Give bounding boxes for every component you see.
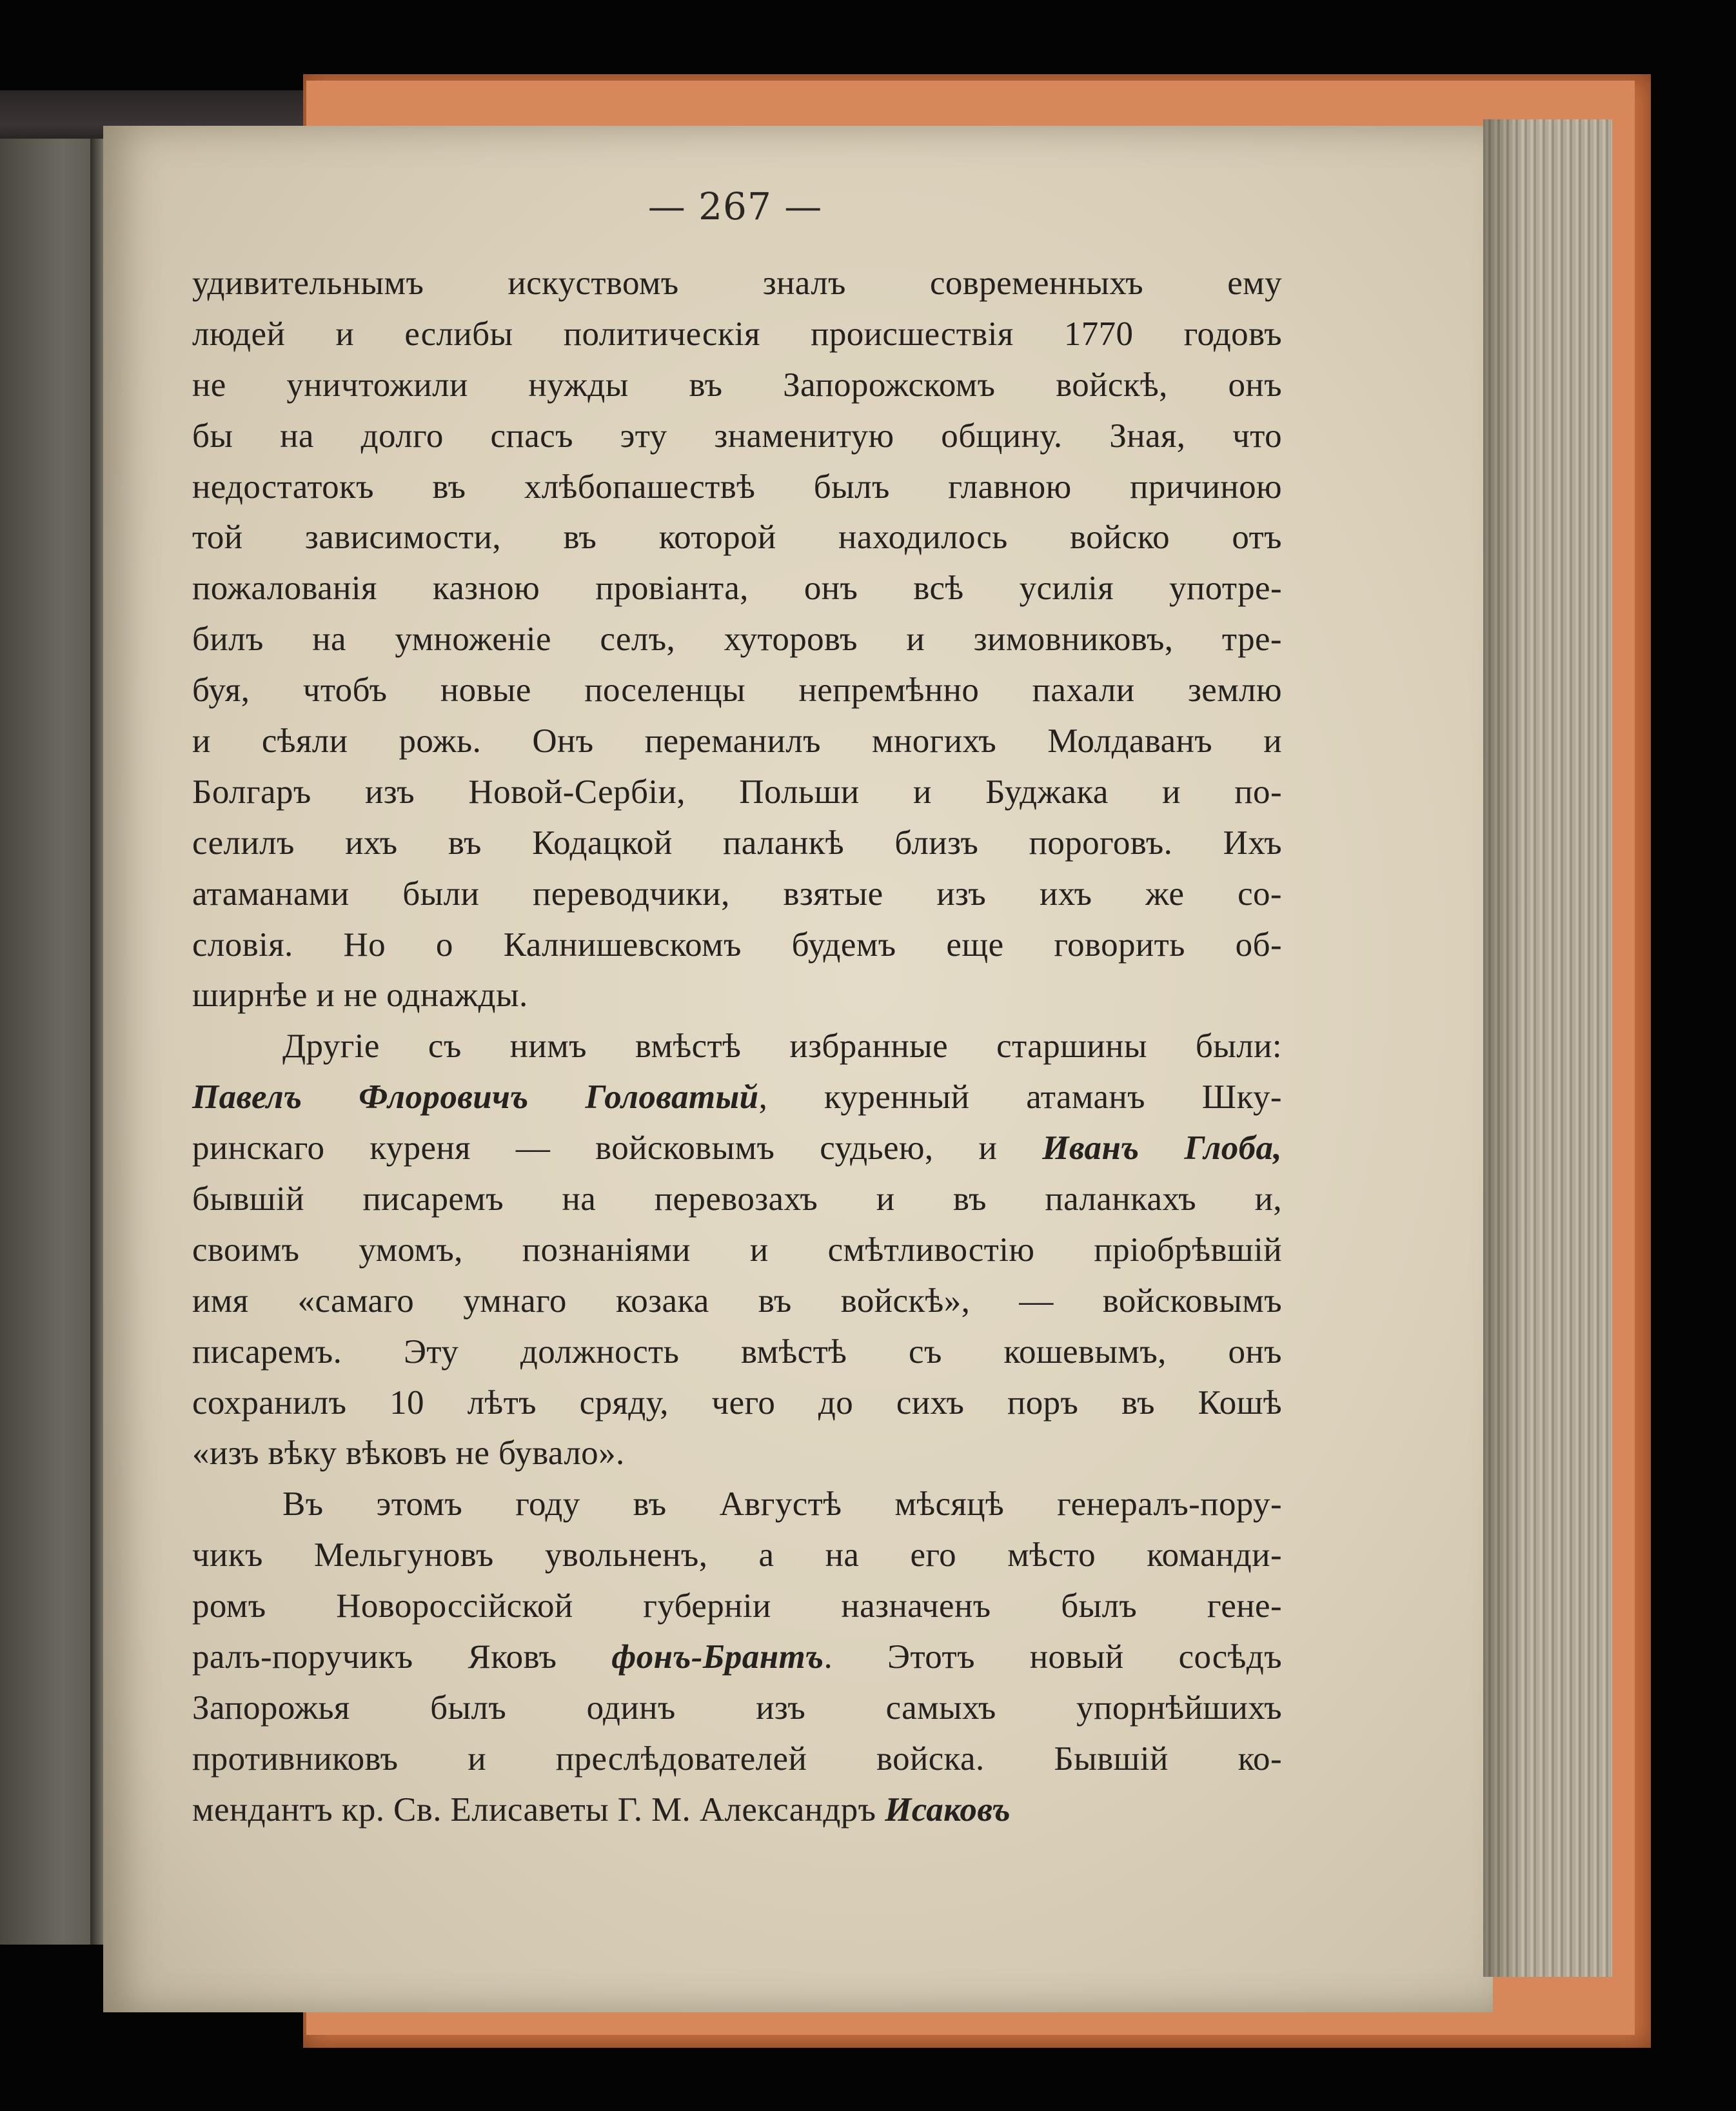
text-line	[192, 1174, 1282, 1225]
text-segment: людей и еслибы политическія происшествія 1770 годовъ	[192, 315, 1282, 353]
text-block	[192, 258, 1282, 1836]
text-segment: бывшій писаремъ на перевозахъ и въ паланкахъ и,	[192, 1180, 1282, 1218]
paragraph	[192, 258, 1282, 1021]
text-segment: Болгаръ изъ Новой-Сербіи, Польши и Буджака и по-	[192, 773, 1282, 811]
text-segment: ширнѣе и не однажды.	[192, 976, 528, 1015]
text-segment: не уничтожили нужды въ Запорожскомъ войскѣ, онъ	[192, 366, 1282, 404]
book-page-edges-shade	[1483, 119, 1522, 1977]
text-line	[192, 1072, 1282, 1123]
text-segment: противниковъ и преслѣдователей войска. Бывшій ко-	[192, 1739, 1282, 1778]
text-line	[192, 818, 1282, 869]
text-line	[192, 970, 1282, 1021]
text-segment: имя «самаго умнаго козака въ войскѣ», — войсковымъ	[192, 1282, 1282, 1320]
text-line	[192, 614, 1282, 665]
text-line	[192, 1581, 1282, 1632]
text-line	[192, 1530, 1282, 1581]
text-line	[192, 1428, 1282, 1479]
text-segment: чикъ Мельгуновъ увольненъ, а на его мѣсто команди-	[192, 1536, 1282, 1574]
text-line	[192, 360, 1282, 411]
italic-name: Павелъ Флоровичъ Головатый	[192, 1078, 759, 1116]
text-segment: удивительнымъ искуствомъ зналъ современныхъ ему	[192, 264, 1282, 302]
text-segment: недостатокъ въ хлѣбопашествѣ былъ главною причиною	[192, 468, 1282, 506]
text-segment: Въ этомъ году въ Августѣ мѣсяцѣ генералъ-пору-	[282, 1485, 1282, 1523]
page-number: — 267 —	[647, 184, 823, 228]
text-line	[192, 869, 1282, 920]
paragraph	[192, 1021, 1282, 1479]
text-line	[192, 512, 1282, 563]
text-segment: «изъ вѣку вѣковъ не бувало».	[192, 1434, 625, 1472]
text-line	[192, 1123, 1282, 1174]
text-segment: словія. Но о Калнишевскомъ будемъ еще говорить об-	[192, 926, 1282, 964]
text-segment: сохранилъ 10 лѣтъ сряду, чего до сихъ поръ въ Кошѣ	[192, 1383, 1282, 1422]
text-segment: селилъ ихъ въ Кодацкой паланкѣ близъ пороговъ. Ихъ	[192, 824, 1282, 862]
text-segment: атаманами были переводчики, взятые изъ ихъ же со-	[192, 875, 1282, 913]
text-segment: ринскаго куреня — войсковымъ судьею, и	[192, 1129, 1043, 1167]
paragraph	[192, 1479, 1282, 1835]
italic-name: Исаковъ	[885, 1790, 1011, 1829]
text-line	[192, 1225, 1282, 1276]
text-segment: пожалованія казною провіанта, онъ всѣ усилія употре-	[192, 570, 1282, 608]
text-segment: , куренный атаманъ Шку-	[758, 1078, 1282, 1116]
text-segment: писаремъ. Эту должность вмѣстѣ съ кошевымъ, онъ	[192, 1333, 1282, 1371]
text-line	[192, 1021, 1282, 1072]
text-segment: и сѣяли рожь. Онъ переманилъ многихъ Молдаванъ и	[192, 722, 1282, 760]
text-segment: бы на долго спасъ эту знаменитую общину. Зная, что	[192, 417, 1282, 455]
text-line	[192, 767, 1282, 818]
text-segment: своимъ умомъ, познаніями и смѣтливостію пріобрѣвшій	[192, 1231, 1282, 1269]
text-segment: ралъ-поручикъ Яковъ	[192, 1638, 612, 1676]
text-line	[192, 920, 1282, 971]
text-line	[192, 462, 1282, 513]
text-line	[192, 1734, 1282, 1785]
text-segment: той зависимости, въ которой находилось войско отъ	[192, 519, 1282, 557]
text-line	[192, 665, 1282, 716]
italic-name: фонъ-Брантъ	[611, 1638, 824, 1676]
text-line	[192, 1378, 1282, 1429]
text-segment: буя, чтобъ новые поселенцы непремѣнно пахали землю	[192, 671, 1282, 709]
text-segment: мендантъ кр. Св. Елисаветы Г. М. Александръ	[192, 1790, 885, 1829]
text-line	[192, 1632, 1282, 1683]
text-segment: билъ на умноженіе селъ, хуторовъ и зимовниковъ, тре-	[192, 620, 1282, 659]
text-line	[192, 1785, 1282, 1836]
text-segment: Другіе съ нимъ вмѣстѣ избранные старшины были:	[282, 1027, 1282, 1065]
text-line	[192, 258, 1282, 309]
text-line	[192, 1683, 1282, 1734]
text-segment: Запорожья былъ одинъ изъ самыхъ упорнѣйшихъ	[192, 1689, 1282, 1727]
text-line	[192, 563, 1282, 614]
text-line	[192, 411, 1282, 462]
text-line	[192, 1479, 1282, 1530]
text-line	[192, 309, 1282, 360]
text-segment: . Этотъ новый сосѣдъ	[824, 1638, 1282, 1676]
italic-name: Иванъ Глоба,	[1042, 1129, 1283, 1167]
text-line	[192, 716, 1282, 767]
text-segment: ромъ Новороссійской губерніи назначенъ былъ гене-	[192, 1587, 1282, 1625]
text-line	[192, 1327, 1282, 1378]
text-line	[192, 1276, 1282, 1327]
